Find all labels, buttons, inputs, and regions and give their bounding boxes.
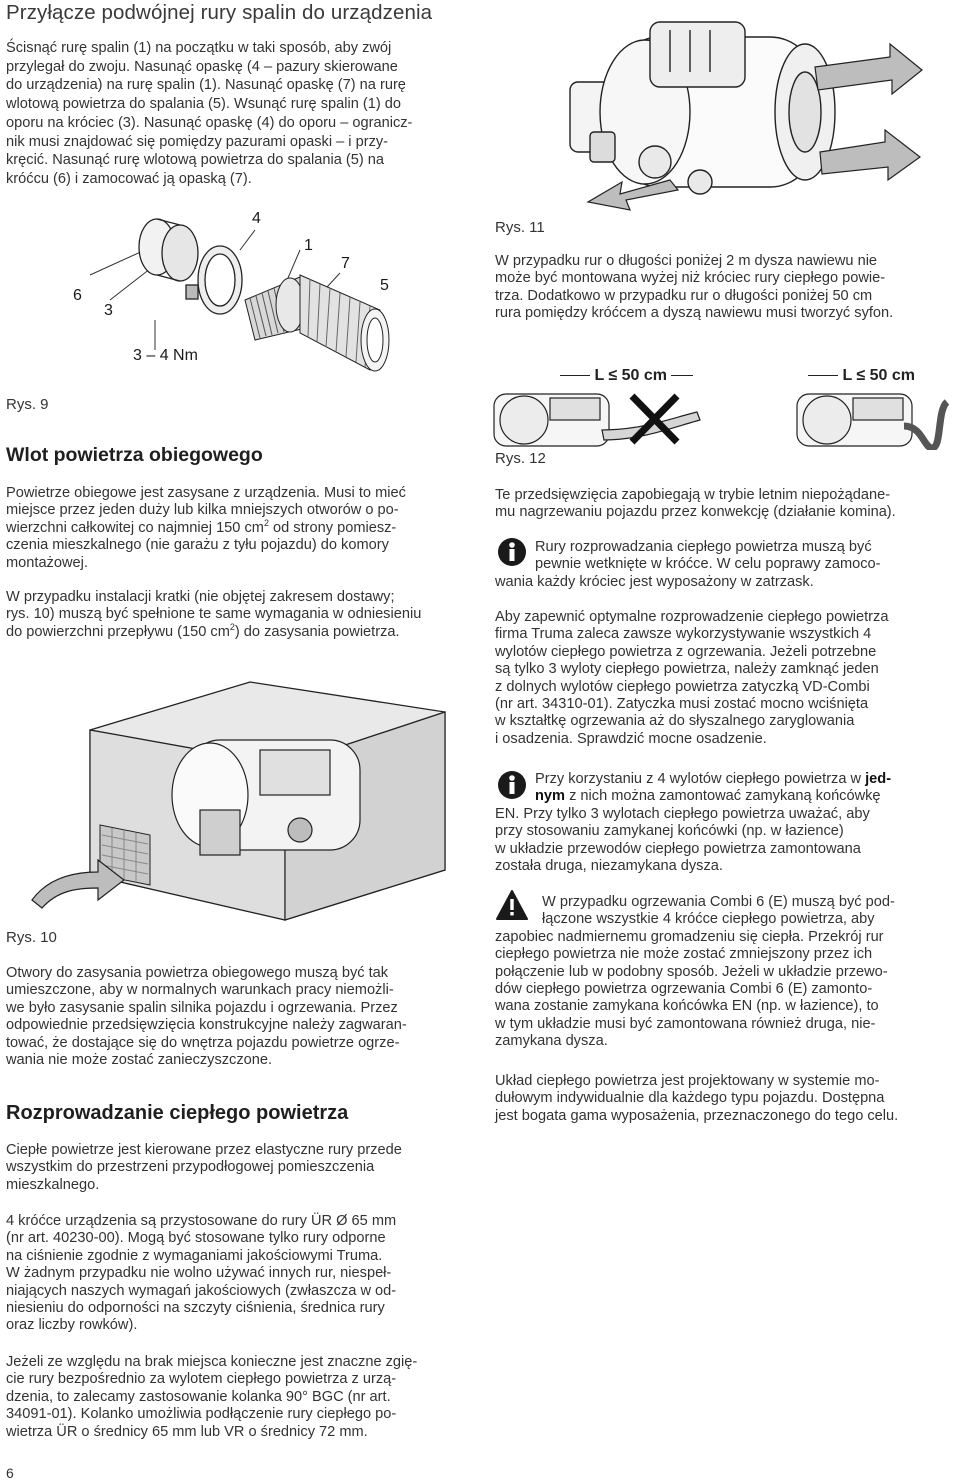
text-line: króćcu (6) i zamocować ją opaską (7). xyxy=(6,170,252,187)
text-line: trza. Dodatkowo w przypadku rur o długości poniżej 50 cm xyxy=(495,287,873,304)
text-line: mieszkalnego. xyxy=(6,1176,100,1193)
text-line: czenia mieszkalnego (nie garażu z tyłu pojazdu) do komory xyxy=(6,537,389,554)
text-line: zapobiec nadmiernemu gromadzeniu się ciepła. Przekrój rur xyxy=(495,928,884,945)
note-pipe-fixing xyxy=(495,539,955,591)
text-line: jest bogata gama wyposażenia, przeznaczonego do tego celu. xyxy=(495,1107,899,1124)
text-line: są tylko 3 wyloty ciepłego powietrza, należy zamknąć jeden xyxy=(495,661,879,678)
airflow-arrow-icon xyxy=(28,850,128,915)
text-line: Ciepłe powietrze jest kierowane przez elastyczne rury przede xyxy=(6,1142,402,1158)
label-4: 4 xyxy=(252,210,261,227)
summer-paragraph xyxy=(495,487,955,522)
length-label-right: L ≤ 50 cm xyxy=(808,367,915,385)
text-line: przylegał do zwoju. Nasunąć opaskę (4 – pazury skierowane xyxy=(6,58,398,75)
text-line: Przy korzystaniu z 4 wylotów ciepłego powietrza w jed- xyxy=(535,771,892,787)
text-line: Układ ciepłego powietrza jest projektowany w systemie mo- xyxy=(495,1073,880,1089)
text-line: cie rury bezpośrednio za wylotem ciepłego powietrza z urzą- xyxy=(6,1371,397,1388)
torque-label: 3 – 4 Nm xyxy=(133,347,198,364)
dimension-line xyxy=(560,375,590,376)
text-line: połączenie lub w podobny sposób. Jeżeli w układzie przewo- xyxy=(495,963,888,980)
text-line: umieszczone, aby w normalnych warunkach pracy niemożli- xyxy=(6,982,394,999)
figure-10-caption: Rys. 10 xyxy=(6,929,57,946)
text-line: 4 króćce urządzenia są przystosowane do rury ÜR Ø 65 mm xyxy=(6,1213,397,1229)
text-line: została druga, niezamykana dysza. xyxy=(495,858,723,875)
text-line: niesieniu do odporności na szczyty ciśnienia, średnica rury xyxy=(6,1300,385,1317)
text-line: Powietrze obiegowe jest zasysane z urządzenia. Musi to mieć xyxy=(6,485,406,501)
text-line: wierzchni całkowitej co najmniej 150 $cm^2$ od strony pomiesz- xyxy=(6,517,397,536)
air-intake-paragraph-2 xyxy=(6,589,476,641)
text-line: mu nagrzewaniu pojazdu przez konwekcję (działanie komina). xyxy=(495,504,896,521)
page-number: 6 xyxy=(6,1465,14,1481)
distribution-recommendation-paragraph xyxy=(495,609,955,748)
text-line: przy stosowaniu zamykanej końcówki (np. w łazience) xyxy=(495,823,844,840)
label-3: 3 xyxy=(104,302,113,319)
figure-9-caption: Rys. 9 xyxy=(6,396,49,413)
text-line: w układzie przewodów ciepłego powietrza zamontowana xyxy=(495,840,861,857)
figure-9-exhaust-pipe-assembly xyxy=(60,205,460,380)
label-6: 6 xyxy=(73,287,82,304)
text-line: nym z nich można zamontować zamykaną końcówkę xyxy=(535,788,881,805)
note-closable-end xyxy=(495,771,955,875)
text-line: dów ciepłego powietrza ogrzewania Combi 6 (E) zamonto- xyxy=(495,981,873,998)
warning-combi6 xyxy=(495,894,955,1051)
text-line: montażowej. xyxy=(6,554,88,571)
text-line: niających naszych wymagań jakościowych (zwłaszcza w od- xyxy=(6,1282,397,1299)
page-title: Przyłącze podwójnej rury spalin do urządzenia xyxy=(6,1,433,24)
text-line: ciepłego powietrza nie może zostać zmniejszony przez ich xyxy=(495,946,873,963)
dimension-line xyxy=(808,375,838,376)
text-line: W przypadku instalacji kratki (nie objętej zakresem dostawy; xyxy=(6,589,395,605)
figure-11-caption: Rys. 11 xyxy=(495,219,545,236)
text-line: Jeżeli ze względu na brak miejsca konieczne jest znaczne zgię- xyxy=(6,1354,418,1370)
text-line: nik musi znajdować się pomiędzy pazurami opaski – i przy- xyxy=(6,133,389,150)
text-line: Otwory do zasysania powietrza obiegowego muszą być tak xyxy=(6,965,389,981)
text-line: wszystkim do przestrzeni przypodłogowej pomieszczenia xyxy=(6,1159,375,1176)
text-line: do urządzenia) na rurę spalin (1). Nasunąć opaskę (7) na rurę xyxy=(6,77,406,94)
distribution-paragraph-2 xyxy=(6,1213,476,1335)
text-line: do powierzchni przepływu (150 $cm^2$) do zasysania powietrza. xyxy=(6,621,400,640)
figure-12-caption: Rys. 12 xyxy=(495,450,546,467)
text-line: W przypadku rur o długości poniżej 2 m dysza nawiewu nie xyxy=(495,253,878,269)
text-line: (nr art. 34310-01). Zatyczka musi zostać mocno wciśnięta xyxy=(495,696,869,713)
system-paragraph xyxy=(495,1073,955,1125)
text-line: dułowym indywidualnie dla każdego typu pojazdu. Dostępna xyxy=(495,1090,885,1107)
text-line: może być montowana wyżej niż króciec rury ciepłego powie- xyxy=(495,270,886,287)
air-intake-paragraph-1 xyxy=(6,485,476,572)
fig10-paragraph xyxy=(6,965,476,1069)
text-line: W przypadku ogrzewania Combi 6 (E) muszą być pod- xyxy=(542,894,895,910)
figure-11-heater-outlets xyxy=(560,12,950,212)
distribution-paragraph-1 xyxy=(6,1142,476,1194)
text-line: kręcić. Nasunąć rurę wlotową powietrza do spalania (5) na xyxy=(6,152,384,169)
text-line: rys. 10) muszą być spełnione te same wymagania w odniesieniu xyxy=(6,606,422,623)
text-line: wania każdy króciec jest wyposażony w zatrzask. xyxy=(495,573,814,590)
text-line: pewnie wetknięte w króćce. W celu poprawy zamoco- xyxy=(535,556,881,573)
text-line: w tym układzie musi być zamontowana również druga, nie- xyxy=(495,1015,876,1032)
text-line: dzenia, to zalecamy zastosowanie kolanka 90° BGC (nr art. xyxy=(6,1388,391,1405)
text-line: zamykana dysza. xyxy=(495,1033,608,1050)
text-line: W żadnym przypadku nie wolno używać innych rur, niespeł- xyxy=(6,1265,392,1282)
label-7: 7 xyxy=(341,255,350,272)
text-line: na ciśnienie zgodnie z wymaganiami jakościowymi Truma. xyxy=(6,1247,383,1264)
text-line: i osadzenia. Sprawdzić mocne osadzenie. xyxy=(495,730,767,747)
label-1: 1 xyxy=(304,237,313,254)
text-line: w kształtkę ogrzewania aż do słyszalnego zaryglowania xyxy=(495,713,855,730)
section-heading-air-intake: Wlot powietrza obiegowego xyxy=(6,444,263,466)
text-line: EN. Przy tylko 3 wylotach ciepłego powietrza uważać, aby xyxy=(495,805,870,822)
text-line: łączone wszystkie 4 króćce ciepłego powietrza, aby xyxy=(542,911,875,928)
section-heading-warm-air-distribution: Rozprowadzanie ciepłego powietrza xyxy=(6,1102,349,1124)
text-line: we było zasysanie spalin silnika pojazdu i ogrzewania. Przez xyxy=(6,999,398,1016)
text-line: wania nie może zostać zanieczyszczone. xyxy=(6,1052,273,1069)
text-line: Te przedsięwzięcia zapobiegają w trybie letnim niepożądane- xyxy=(495,487,891,503)
text-line: wylotów ciepłego powietrza z ogrzewania. Jeżeli potrzebne xyxy=(495,643,877,660)
text-line: firma Truma zaleca zawsze wykorzystywanie wszystkich 4 xyxy=(495,626,872,643)
fig11-paragraph xyxy=(495,253,955,323)
text-line: miejsce przez jeden duży lub kilka mniejszych otworów o po- xyxy=(6,502,399,519)
text-line: Rury rozprowadzania ciepłego powietrza muszą być xyxy=(535,539,872,555)
distribution-paragraph-3 xyxy=(6,1354,476,1441)
label-5: 5 xyxy=(380,277,389,294)
text-line: tować, że dostające się do wnętrza pojazdu powietrze ogrze- xyxy=(6,1034,400,1051)
text-line: oporu na króciec (3). Nasunąć opaskę (4) do oporu – ogranicz- xyxy=(6,114,413,131)
text-line: (nr art. 40230-00). Mogą być stosowane tylko rury odporne xyxy=(6,1230,386,1247)
text-line: Aby zapewnić optymalne rozprowadzenie ciepłego powietrza xyxy=(495,609,889,625)
intro-paragraph xyxy=(6,39,476,189)
text-line: wlotową powietrza do spalania (5). Wsunąć rurę spalin (1) do xyxy=(6,96,402,113)
text-line: rura pomiędzy króćcem a dyszą nawiewu musi tworzyć syfon. xyxy=(495,305,894,322)
text-line: oraz liczby rowków). xyxy=(6,1317,138,1334)
text-line: odpowiednie przedsięwzięcia konstrukcyjne należy zagwaran- xyxy=(6,1017,407,1034)
text-line: Ścisnąć rurę spalin (1) na początku w taki sposób, aby zwój xyxy=(6,40,392,56)
text-line: z dolnych wylotów ciepłego powietrza zatyczką VD-Combi xyxy=(495,678,870,695)
text-line: wana zostanie zamykana końcówka EN (np. w łazience), to xyxy=(495,998,879,1015)
text-line: wietrza ÜR o średnicy 65 mm lub VR o średnicy 72 mm. xyxy=(6,1423,368,1440)
length-label-left: L ≤ 50 cm xyxy=(560,367,693,385)
dimension-line xyxy=(671,375,693,376)
figure-12-siphon-comparison xyxy=(492,390,952,450)
text-line: 34091-01). Kolanko umożliwia podłączenie rury ciepłego po- xyxy=(6,1406,397,1423)
